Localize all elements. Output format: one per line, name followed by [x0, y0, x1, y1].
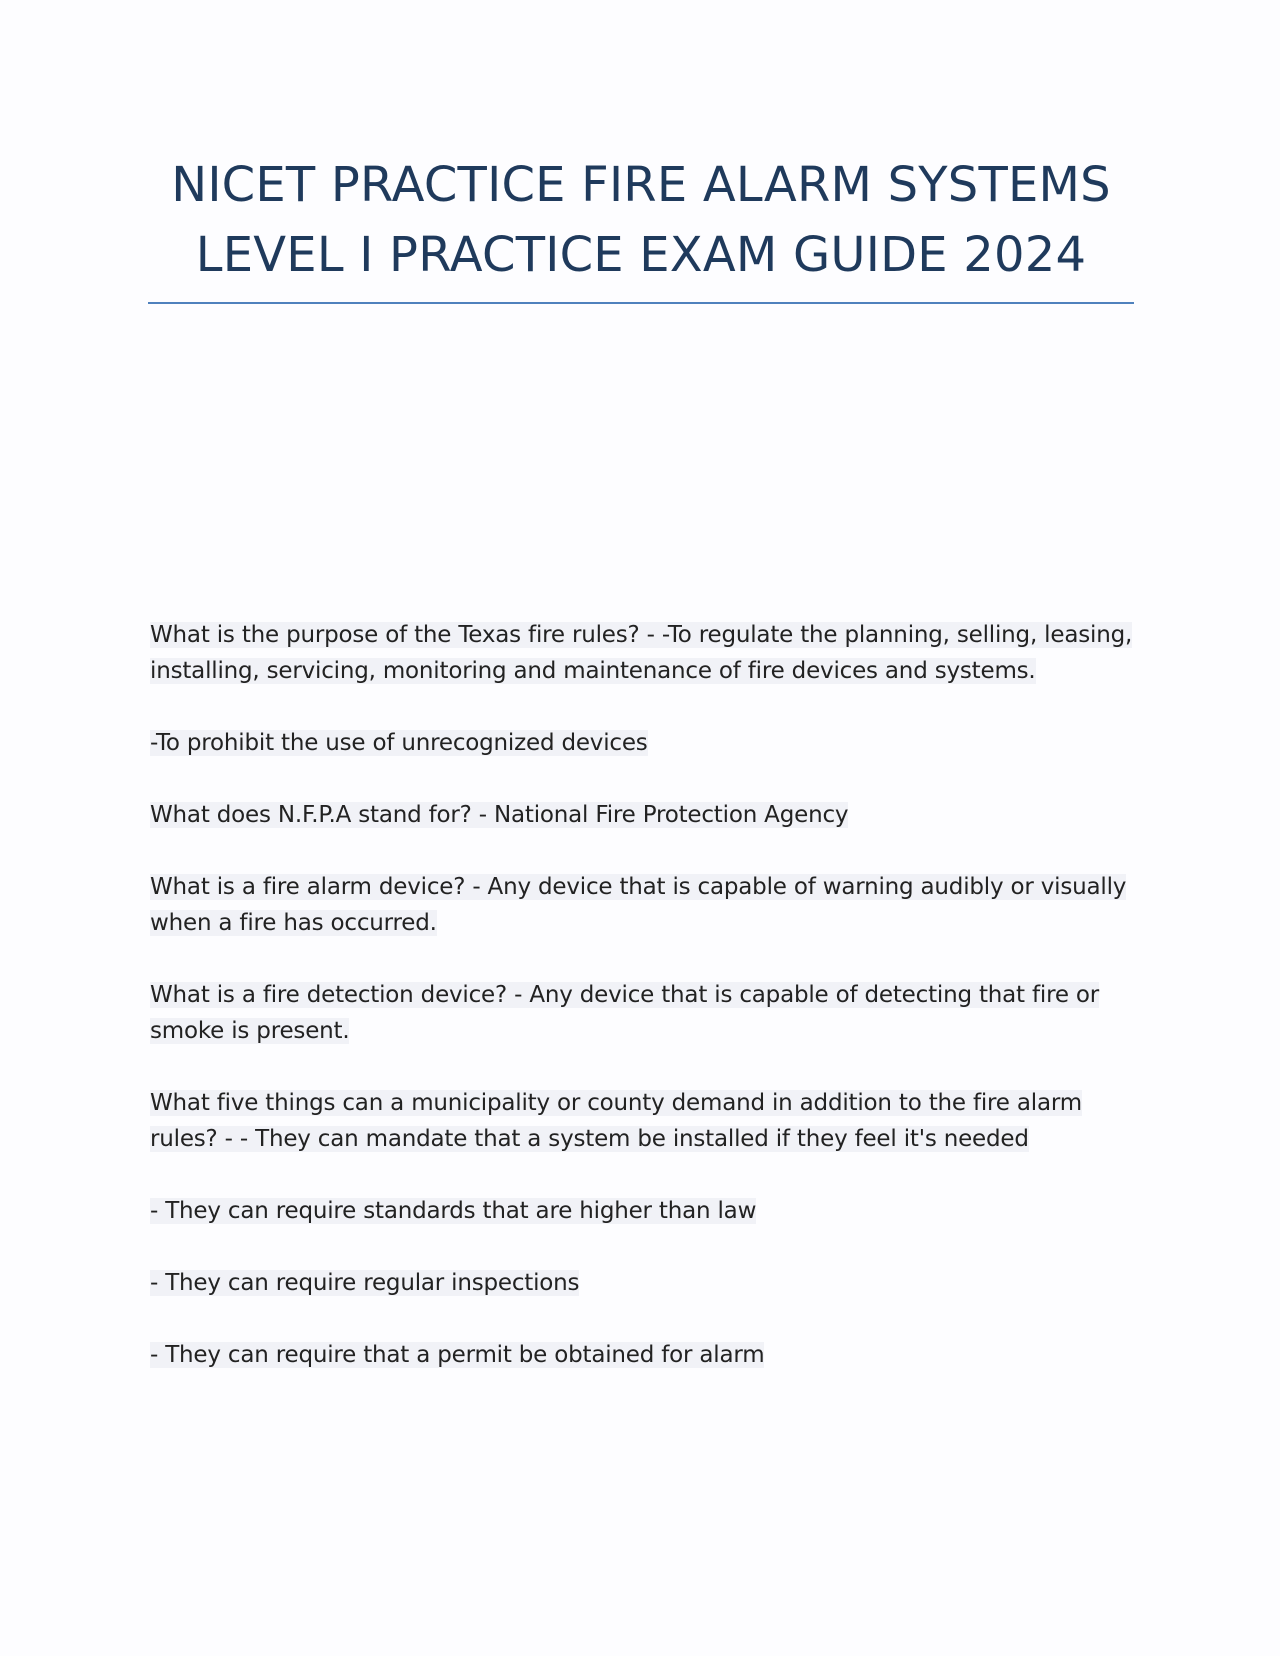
qa-paragraph	[150, 1265, 1140, 1301]
qa-paragraph	[150, 1193, 1140, 1229]
qa-text: - They can require regular inspections	[150, 1270, 580, 1296]
title-line-2: LEVEL I PRACTICE EXAM GUIDE 2024	[195, 227, 1087, 283]
qa-text: - They can require that a permit be obtained for alarm	[150, 1342, 765, 1368]
qa-paragraph	[150, 725, 1140, 761]
qa-paragraph	[150, 869, 1140, 941]
qa-text: What is a fire alarm device? - Any device that is capable of warning audibly or visually when a fire has occurred.	[150, 874, 1127, 936]
qa-paragraph	[150, 617, 1140, 689]
qa-text: What is the purpose of the Texas fire rules? - -To regulate the planning, selling, leasing, installing, servicing, monitoring and maintenance of fire devices and systems.	[150, 622, 1133, 684]
qa-content	[150, 617, 1140, 1409]
page-title	[148, 150, 1134, 290]
title-divider	[148, 302, 1134, 304]
qa-text: - They can require standards that are higher than law	[150, 1198, 757, 1224]
qa-paragraph	[150, 1337, 1140, 1373]
qa-text: What does N.F.P.A stand for? - National Fire Protection Agency	[150, 802, 849, 828]
qa-paragraph	[150, 977, 1140, 1049]
qa-text: What five things can a municipality or county demand in addition to the fire alarm rules? - - They can mandate that a system be installed if they feel it's needed	[150, 1090, 1082, 1152]
qa-paragraph	[150, 1085, 1140, 1157]
qa-text: -To prohibit the use of unrecognized devices	[150, 730, 648, 756]
title-line-1: NICET PRACTICE FIRE ALARM SYSTEMS	[171, 157, 1111, 213]
qa-paragraph	[150, 797, 1140, 833]
qa-text: What is a fire detection device? - Any device that is capable of detecting that fire or smoke is present.	[150, 982, 1100, 1044]
